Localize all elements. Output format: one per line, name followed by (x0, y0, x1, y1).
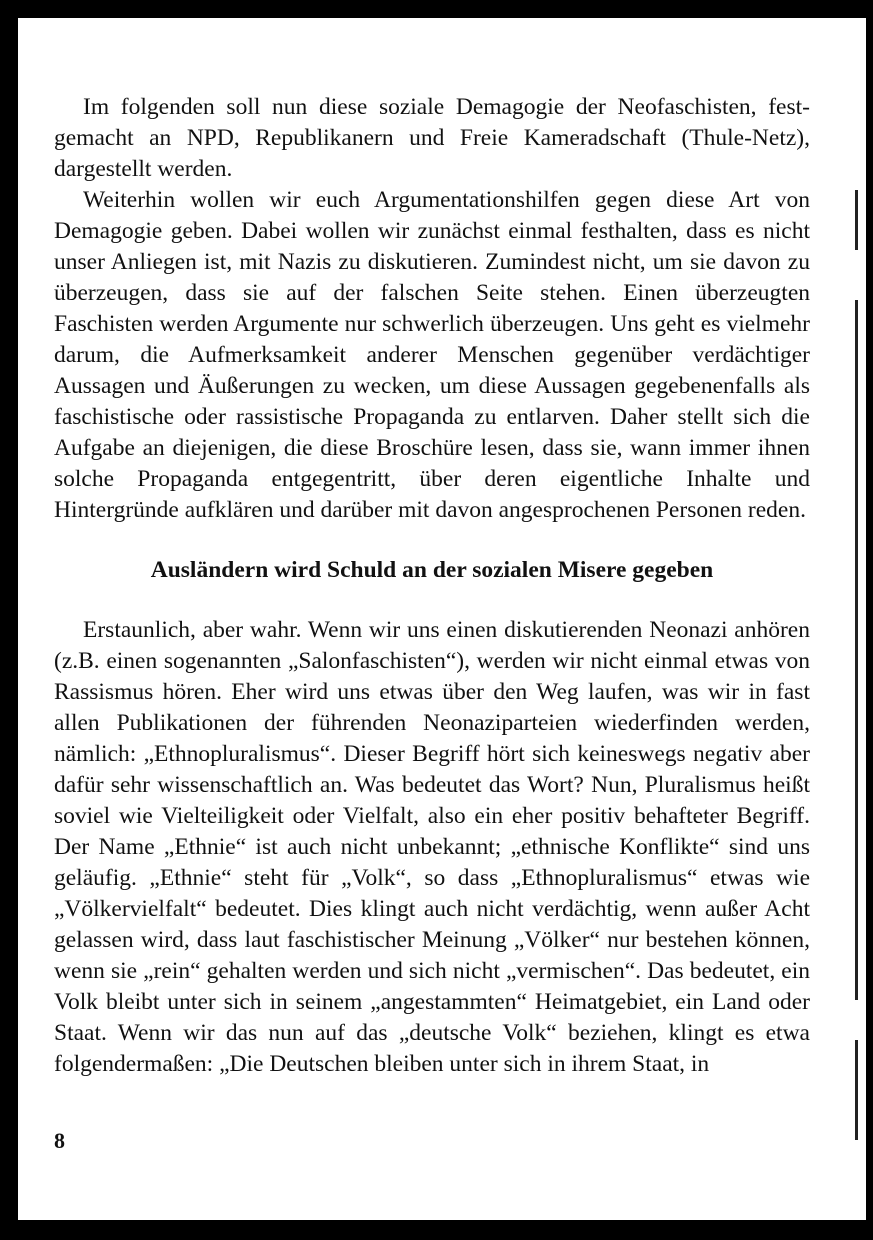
scan-artifact (855, 300, 858, 1000)
paragraph: Erstaunlich, aber wahr. Wenn wir uns einen diskutierenden Neonazi anhören (z.B. einen sogenannten „Salonfaschisten“), werden wir nicht einmal etwas von Rassismus hören. Eher wird uns etwas über den Weg laufen, was wir in fast allen Publikationen der führenden Neonaziparteien wiederfinden werden, nämlich: „Ethnopluralismus“. Dieser Begriff hört sich keineswegs negativ aber dafür sehr wissenschaftlich an. Was bedeutet das Wort? Nun, Pluralismus heißt soviel wie Vielteiligkeit oder Vielfalt, also ein eher positiv behafteter Begriff. Der Name „Ethnie“ ist auch nicht unbekannt; „ethnische Konflikte“ sind uns geläufig. „Ethnie“ steht für „Volk“, so dass „Ethnopluralismus“ etwas wie „Völkervielfalt“ bedeutet. Dies klingt auch nicht verdächtig, wenn außer Acht gelassen wird, dass laut faschistischer Meinung „Völker“ nur bestehen können, wenn sie „rein“ gehalten werden und sich nicht „vermischen“. Das bedeutet, ein Volk bleibt unter sich in seinem „angestammten“ Heimatgebiet, ein Land oder Staat. Wenn wir das nun auf das „deutsche Volk“ beziehen, klingt es etwa folgendermaßen: „Die Deutschen bleiben unter sich in ihrem Staat, in (54, 617, 810, 1077)
paragraph: Im folgenden soll nun diese soziale Demagogie der Neofaschisten, festgemacht an NPD, Republikanern und Freie Kameradschaft (Thule-Netz), dargestellt werden. (54, 94, 810, 182)
paragraph: Weiterhin wollen wir euch Argumentationshilfen gegen diese Art von Demagogie geben. Dabei wollen wir zunächst einmal festhalten, dass es nicht unser Anliegen ist, mit Nazis zu diskutieren. Zumindest nicht, um sie davon zu überzeugen, dass sie auf der falschen Seite stehen. Einen überzeugten Faschisten werden Argumente nur schwerlich überzeugen. Uns geht es vielmehr darum, die Aufmerksamkeit anderer Menschen gegenüber verdächtiger Aussagen und Äußerungen zu wecken, um diese Aussagen gegebenenfalls als faschistische oder rassistische Propaganda zu entlarven. Daher stellt sich die Aufgabe an diejenigen, die diese Broschüre lesen, dass sie, wann immer ihnen solche Propaganda entgegentritt, über deren eigentliche Inhalte und Hintergründe aufklären und darüber mit davon angesprochenen Personen reden. (54, 187, 810, 523)
scan-artifact (855, 1040, 858, 1140)
page-body (54, 92, 810, 1080)
scan-artifact (855, 190, 858, 250)
section-heading: Ausländern wird Schuld an der sozialen Misere gegeben (150, 557, 714, 583)
page-number: 8 (54, 1128, 65, 1153)
